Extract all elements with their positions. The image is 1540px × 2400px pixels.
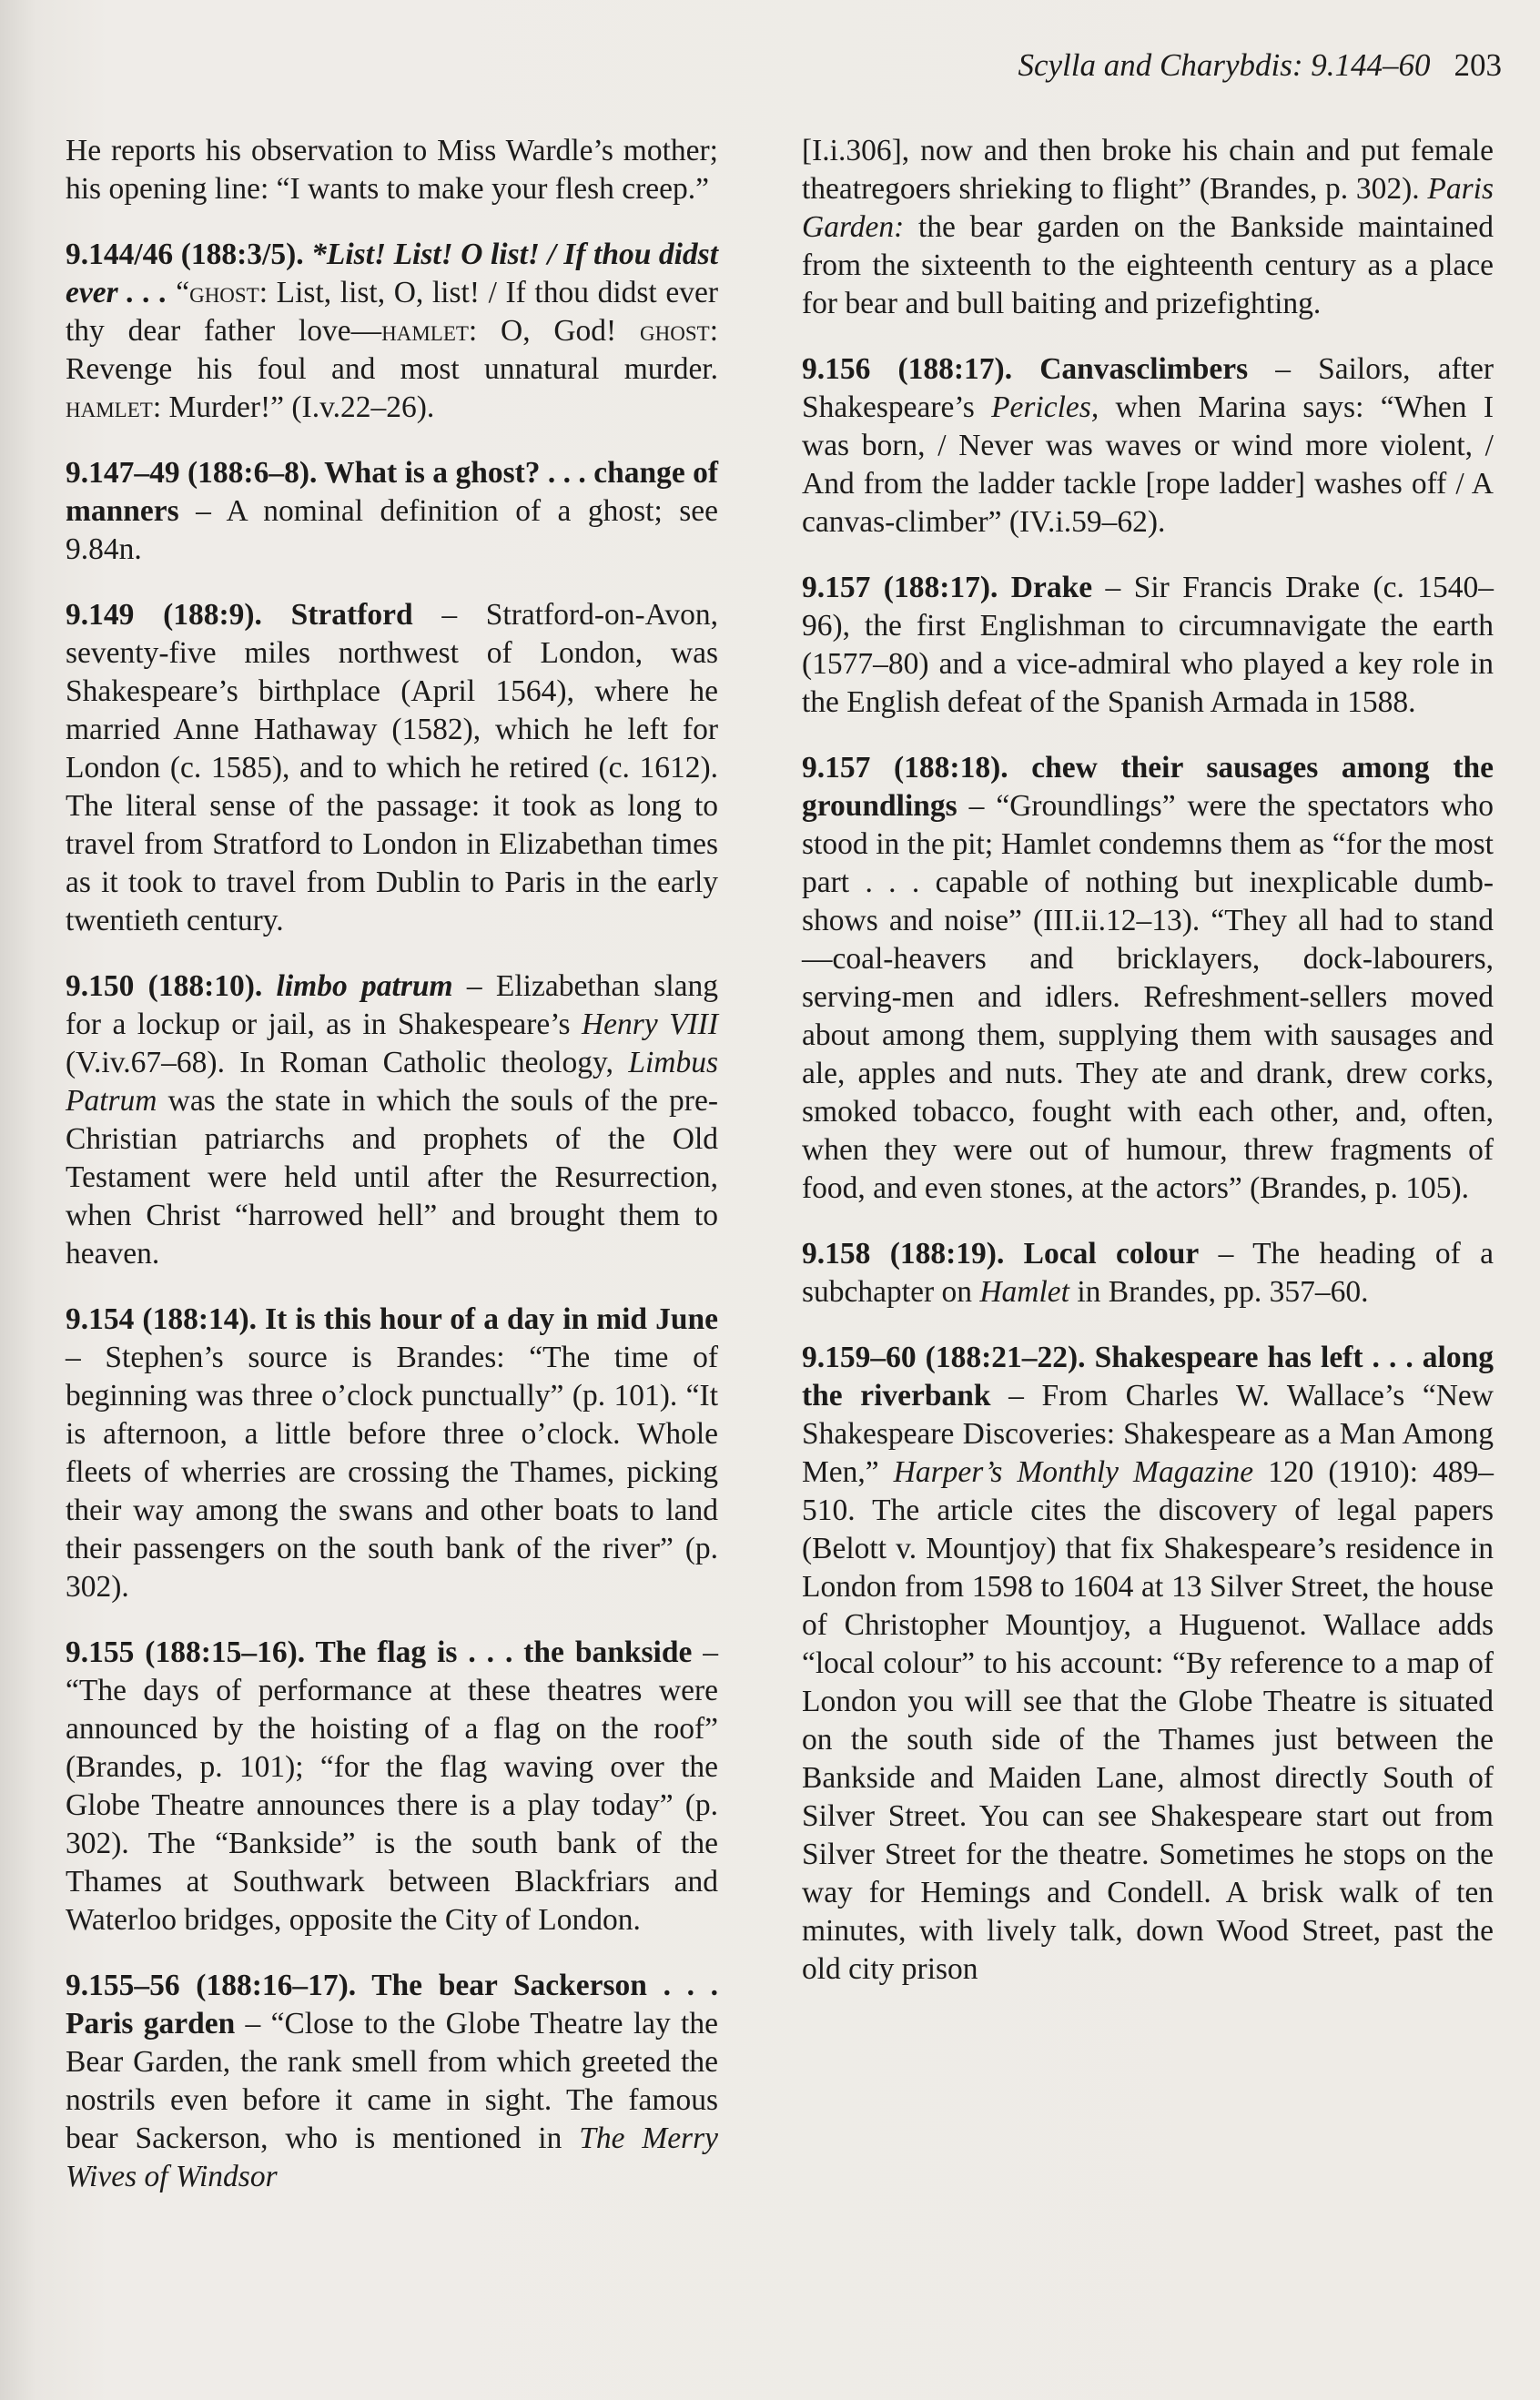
entry-lemma: The bear Sackerson . . . Paris garden (66, 1969, 719, 2041)
entry-lemma: Stratford (261, 598, 413, 632)
entry-lemma: chew their sausages among the groundlings (802, 751, 1494, 823)
entry-lemma: Shakespeare has left . . . along the riverbank (802, 1341, 1494, 1413)
entry-lemma: The flag is . . . the bankside (305, 1635, 693, 1669)
entry-lemma: Drake (998, 571, 1093, 604)
annotation-entry: 9.149 (188:9). Stratford – Stratford-on-Avon, seventy-five miles northwest of London, was Shakespeare’s birthplace (April 1564), where he married Anne Hathaway (1582), which he left for London (c. 1585), and to which he retired (c. 1612). The literal sense of the passage: it took as long to travel from Stratford to London in Elizabethan times as it took to travel from Dublin to Paris in the early twentieth century. (66, 598, 719, 937)
entry-reference: 9.147–49 (188:6–8). (66, 456, 318, 490)
annotation-entry: 9.150 (188:10). limbo patrum – Elizabethan slang for a lockup or jail, as in Shakespeare’s Henry VIII (V.iv.67–68). In Roman Catholic theology, Limbus Patrum was the state in which the souls of the pre-Christian patriarchs and prophets of the Old Testament were held until after the Resurrection, when Christ “harrowed hell” and brought them to heaven. (66, 969, 719, 1271)
entry-reference: 9.149 (188:9). (66, 598, 262, 632)
entry-reference: 9.156 (188:17). (802, 352, 1013, 386)
annotation-entry: 9.144/46 (188:3/5). *List! List! O list! / If thou didst ever . . . “ghost: List, list, O, list! / If thou didst ever thy dear father love—hamlet: O, God! ghost: Revenge his foul and most unnatural murder. hamlet: Murder!” (I.v.22–26). (66, 238, 718, 424)
annotation-entry: 9.147–49 (188:6–8). What is a ghost? . . . change of manners – A nominal definition of a ghost; see 9.84n. (66, 456, 718, 566)
entry-lemma: What is a ghost? . . . change of manners (66, 456, 718, 528)
entry-reference: 9.155–56 (188:16–17). (66, 1969, 357, 2002)
entry-reference: 9.154 (188:14). (66, 1302, 258, 1336)
annotation-entry: 9.157 (188:17). Drake – Sir Francis Drake (c. 1540–96), the first Englishman to circumnavigate the earth (1577–80) and a vice-admiral who played a key role in the English defeat of the Spanish Armada in 1588. (802, 571, 1494, 719)
entry-reference: 9.157 (188:17). (802, 571, 998, 604)
entry-reference: 9.150 (188:10). (66, 969, 263, 1003)
left-column (66, 132, 718, 2223)
annotation-entry: 9.157 (188:18). chew their sausages among the groundlings – “Groundlings” were the spectators who stood in the pit; Hamlet condemns them as “for the most part . . . capable of nothing but inexplicable dumb-shows and noise” (III.ii.12–13). “They all had to stand—coal-heavers and bricklayers, dock-labourers, serving-men and idlers. Refreshment-sellers moved about among them, supplying them with sausages and ale, apples and nuts. They ate and drank, drew corks, smoked tobacco, fought with each other, and, often, when they were out of humour, threw fragments of food, and even stones, at the actors” (Brandes, p. 105). (802, 751, 1494, 1205)
annotation-entry: 9.155 (188:15–16). The flag is . . . the bankside – “The days of performance at these theatres were announced by the hoisting of a flag on the roof” (Brandes, p. 101); “for the flag waving over the Globe Theatre announces there is a play today” (p. 302). The “Bankside” is the south bank of the Thames at Southwark between Blackfriars and Waterloo bridges, opposite the City of London. (66, 1635, 718, 1937)
annotation-entry: 9.156 (188:17). Canvasclimbers – Sailors, after Shakespeare’s Pericles, when Marina says: “When I was born, / Never was waves or wind more violent, / And from the ladder tackle [rope ladder] washes off / A canvas-climber” (IV.i.59–62). (802, 352, 1494, 539)
annotation-entry: 9.159–60 (188:21–22). Shakespeare has left . . . along the riverbank – From Charles W. Wallace’s “New Shakespeare Discoveries: Shakespeare as a Man Among Men,” Harper’s Monthly Magazine 120 (1910): 489–510. The article cites the discovery of legal papers (Belott v. Mountjoy) that fix Shakespeare’s residence in London from 1598 to 1604 at 13 Silver Street, the house of Christopher Mountjoy, a Huguenot. Wallace adds “local colour” to his account: “By reference to a map of London you will see that the Globe Theatre is situated on the south side of the Thames just between the Bankside and Maiden Lane, almost directly South of Silver Street. You can see Shakespeare start out from Silver Street for the theatre. Sometimes he stops on the way for Hemings and Condell. A brisk walk of ten minutes, with lively talk, down Wood Street, past the old city prison (802, 1341, 1494, 1986)
running-head (937, 47, 1502, 84)
entry-lemma: Canvasclimbers (1012, 352, 1249, 386)
entry-reference: 9.158 (188:19). (802, 1237, 1005, 1271)
entry-reference: 9.157 (188:18). (802, 751, 1008, 785)
running-title: Scylla and Charybdis: 9.144–60 (1018, 47, 1431, 83)
annotation-entry: 9.155–56 (188:16–17). The bear Sackerson . . . Paris garden – “Close to the Globe Theatre lay the Bear Garden, the rank smell from which greeted the nostrils even before it came in sight. The famous bear Sackerson, who is mentioned in The Merry Wives of Windsor (66, 1969, 719, 2193)
annotation-entry: 9.154 (188:14). It is this hour of a day in mid June – Stephen’s source is Brandes: “The time of beginning was three o’clock punctually” (p. 101). “It is afternoon, a little before three o’clock. Whole fleets of wherries are crossing the Thames, picking their way among the swans and other boats to land their passengers on the south bank of the river” (p. 302). (66, 1302, 718, 1604)
entry-lemma: limbo patrum (262, 969, 453, 1003)
entry-lemma: *List! List! O list! / If thou didst ever . . . (66, 238, 718, 309)
page-number: 203 (1454, 47, 1502, 83)
entry-reference: 9.159–60 (188:21–22). (802, 1341, 1086, 1374)
entry-reference: 9.144/46 (188:3/5). (66, 238, 304, 271)
right-column (802, 132, 1494, 2016)
entry-lemma: Local colour (1004, 1237, 1200, 1271)
continuation-paragraph: [I.i.306], now and then broke his chain and put female theatregoers shrieking to flight” (Brandes, p. 302). Paris Garden: the bear garden on the Bankside maintained from the sixteenth to the eighteenth century as a place for bear and bull baiting and prizefighting. (802, 134, 1494, 320)
annotation-entry: 9.158 (188:19). Local colour – The heading of a subchapter on Hamlet in Brandes, pp. 357–60. (802, 1237, 1494, 1309)
entry-lemma: It is this hour of a day in mid June (257, 1302, 718, 1336)
continuation-paragraph: He reports his observation to Miss Wardle’s mother; his opening line: “I wants to make your flesh creep.” (66, 134, 718, 206)
entry-reference: 9.155 (188:15–16). (66, 1635, 306, 1669)
